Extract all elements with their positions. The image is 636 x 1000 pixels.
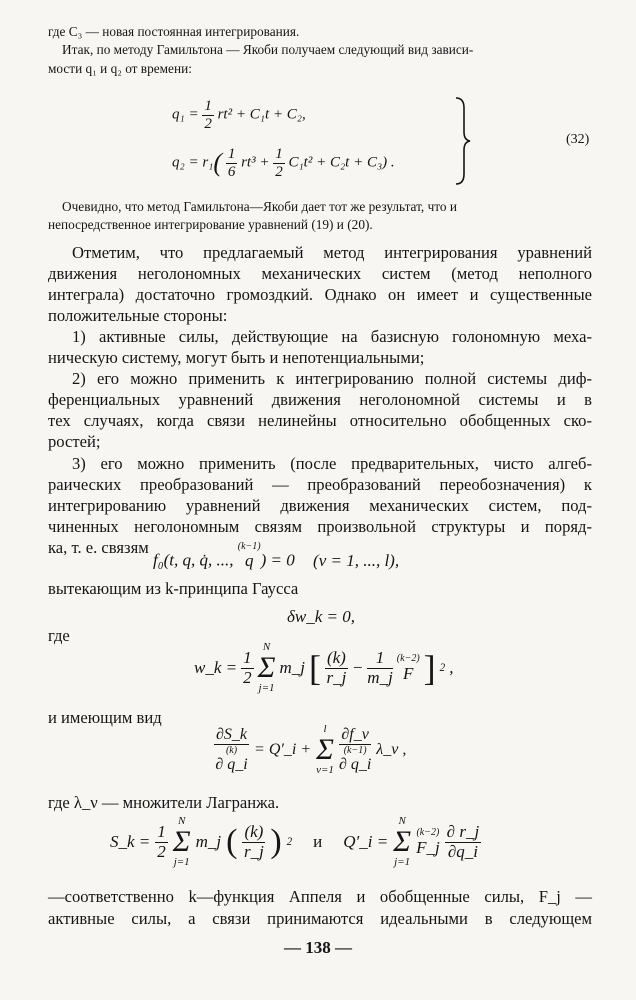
eq-wk-rj-k: (k) — [326, 647, 346, 667]
eq-wk-invm-den: m_j — [367, 667, 393, 687]
para-line-5: 1) активные силы, действующие на базисную голономную меха- — [72, 327, 592, 346]
eq-appel-mj: m_j — [195, 832, 222, 851]
eq32-q2-half — [273, 146, 285, 180]
intro-line-1: где C₃ — новая постоянная интегрирования. — [48, 24, 300, 39]
eq-gauss: δw_k = 0, — [287, 607, 356, 626]
para-line-12: раических преобразований — преобразований переобозначения) к — [48, 475, 592, 494]
having-line: и имеющим вид — [48, 708, 162, 727]
eq-wk-comma: , — [449, 658, 454, 677]
eq-appel-Fj: F_j — [416, 837, 440, 857]
eq-lagr-den2: ∂ q_i — [338, 756, 372, 773]
eq-lagr-den: ∂ q_i — [215, 756, 248, 773]
eq-lagr-frac2 — [339, 726, 371, 773]
eq-wk-mj: m_j — [279, 658, 305, 677]
eq32-q2-half-den: 2 — [275, 163, 283, 180]
para-line-13: интегрированию уравнений движения механических систем, под- — [48, 496, 592, 515]
intro-line-2: Итак, по методу Гамильтона — Якоби получаем следующий вид зависи- — [62, 42, 474, 57]
eq-lagr-sum-top: l — [323, 723, 327, 735]
eq-appel-sum2-bottom: j=1 — [394, 856, 411, 868]
eq-constraint-range: (ν = 1, ..., l), — [313, 550, 400, 570]
after-eq-line-1: Очевидно, что метод Гамильтона—Якоби дает тот же результат, что и — [62, 199, 457, 214]
eq-wk-square: 2 — [439, 662, 446, 674]
eq-appel-drj: ∂ r_j — [446, 821, 480, 841]
eq-wk-half-num: 1 — [243, 647, 252, 667]
eq-appel-half — [155, 823, 168, 861]
eq-wk-F: F — [403, 663, 414, 683]
where-line-2: где λ_ν — множители Лагранжа. — [48, 793, 280, 812]
eq32-brace — [454, 96, 472, 186]
eq-lagrange — [214, 724, 406, 776]
eq32-q1-lhs: q₁ = — [172, 106, 199, 123]
eq-wk-F-order: (k−2) — [396, 652, 420, 664]
eq-appel-half-den: 2 — [157, 841, 166, 861]
eq-constraint-order: (k−1) — [237, 541, 261, 552]
para-line-15: ка, т. е. связям — [48, 538, 149, 557]
eq-appel-half-num: 1 — [157, 821, 166, 841]
eq-wk-minus: − — [351, 658, 364, 677]
eq-lagr-den2-k: (k−1) — [343, 745, 367, 756]
eq-wk-sum-top: N — [262, 641, 271, 653]
eq-lagr-sum-bottom: ν=1 — [316, 764, 334, 776]
eq-wk-rj-den: r_j — [326, 667, 347, 687]
para-line-10: ростей; — [48, 432, 101, 451]
eq32-q1-half — [202, 98, 214, 132]
intro-line-3: мости q₁ и q₂ от времени: — [48, 61, 192, 76]
eq-lagr-frac1 — [214, 726, 249, 773]
eq-wk: w_k = $\frac{1}{2}$ N Σ j=1 m_j [ $\frac{(k)}{r\_j}$ − $\frac{1}{m\_j}$ (k−2) F ] 2 , — [194, 641, 454, 694]
eq-appel-dqi: ∂q_i — [447, 841, 478, 861]
para-line-6: ническую систему, могут быть и непотенциальными; — [48, 348, 425, 367]
eq-lagr-sum: l Σ ν=1 — [316, 723, 334, 776]
eq-wk-invm-num: 1 — [367, 649, 393, 669]
para-line-2: движения неголономных механических систем (метод неполного — [48, 264, 592, 283]
page-number: — 138 — — [284, 938, 352, 957]
eq-wk-lhs: w_k = — [194, 658, 238, 677]
eq32-sixth-den: 6 — [227, 163, 236, 180]
eq-appel-square: 2 — [286, 836, 293, 848]
eq-lagr-eq: = Q′_i + — [254, 741, 312, 758]
eq-lagr-den-k: (k) — [225, 745, 238, 756]
eq-wk-sum: N Σ j=1 — [257, 641, 276, 694]
eq32-sixth-num: 1 — [227, 146, 236, 162]
para-line-7: 2) его можно применить к интегрированию полной системы диф- — [72, 369, 592, 388]
eq-appel-sum2-top: N — [398, 815, 406, 827]
where-line-1: где — [48, 626, 70, 645]
eq-appel-sum1-top: N — [178, 815, 186, 827]
eq-appel-F-order: (k−2) — [416, 826, 440, 838]
eq-lagr-num: ∂S_k — [216, 726, 248, 744]
eq32-q1-rhs: rt² + C₁t + C₂, — [217, 106, 306, 123]
eq-appel-rj-den: r_j — [243, 841, 264, 861]
gauss-line: вытекающим из k-принципа Гаусса — [48, 579, 299, 598]
eq-appel-sum2: N Σ j=1 — [393, 815, 412, 868]
eq-wk-half-den: 2 — [243, 667, 252, 687]
eq32-q2-rhs-b: C₁t² + C₂t + C₃) — [288, 154, 388, 171]
eq32-half-num: 1 — [204, 98, 212, 114]
para-line-11: 3) его можно применить (после предварительных, чисто алгеб- — [72, 454, 592, 473]
para-line-9: тех случаях, когда связи нелинейны относительно обобщенных ско- — [48, 411, 592, 430]
eq-appel-deriv — [445, 823, 482, 861]
eq32-q2-lhs: q₂ = r₁ — [172, 154, 214, 171]
eq-appel-rj — [242, 823, 265, 861]
eq-constraint-q: q — [244, 551, 254, 570]
para-line-3: интеграла) достаточно громоздкий. Однако он имеет и существенные — [48, 285, 592, 304]
eq-constraint — [153, 542, 399, 571]
eq-appel-and: и — [313, 832, 323, 851]
eq-wk-invm — [367, 649, 393, 687]
eq-lagr-lambda: λ_ν , — [376, 741, 407, 758]
eq32-half-den: 2 — [204, 115, 212, 132]
eq-appel: S_k = $\frac{1}{2}$ N Σ j=1 m_j ( $\frac{(k)}{r\_j}$ ) 2 и Q′_i = N Σ j=1 (k−2) F_j $\frac{\partial r\_j}{\partial q\_i}$ — [110, 815, 480, 868]
eq32-tag: (32) — [566, 132, 590, 147]
eq-wk-half — [241, 649, 254, 687]
eq-appel-sum1: N Σ j=1 — [172, 815, 191, 868]
eq32-q2-half-num: 1 — [275, 146, 283, 162]
eq-wk-rj — [325, 649, 348, 687]
eq32-q2: q₂ = r₁( $\frac{1}{6}$ rt³ + $\frac{1}{2}$ C₁t² + C₂t + C₃) . — [172, 146, 395, 180]
para-line-14: чиненных неголономным связям произвольной структуры и поряд- — [48, 517, 592, 536]
eq-appel-sum1-bottom: j=1 — [173, 856, 190, 868]
eq-appel-rj-k: (k) — [244, 821, 264, 841]
eq32-q2-sixth — [226, 146, 238, 180]
final-line-1: —соответственно k—функция Аппеля и обобщенные силы, F_j — — [48, 887, 592, 906]
after-eq-line-2: непосредственное интегрирование уравнений (19) и (20). — [48, 217, 373, 232]
para-line-1: Отметим, что предлагаемый метод интегрирования уравнений — [72, 243, 592, 262]
final-line-2: активные силы, а связи принимаются идеальными в следующем — [48, 909, 592, 928]
eq-constraint-rhs: ) = 0 — [260, 550, 295, 570]
para-line-8: ференциальных уравнений движения неголономной системы и в — [48, 390, 592, 409]
eq-appel-lhs: S_k = — [110, 832, 151, 851]
eq32-q2-rhs-a: rt³ + — [241, 154, 270, 171]
eq-wk-sum-bottom: j=1 — [258, 682, 275, 694]
eq32-q1 — [172, 98, 306, 132]
eq-lagr-num2: ∂f_ν — [339, 726, 371, 745]
para-line-4: положительные стороны: — [48, 306, 228, 325]
eq-constraint-lhs: f₀(t, q, q̇, ..., — [153, 550, 238, 570]
eq-appel-Q: Q′_i = — [343, 832, 389, 851]
